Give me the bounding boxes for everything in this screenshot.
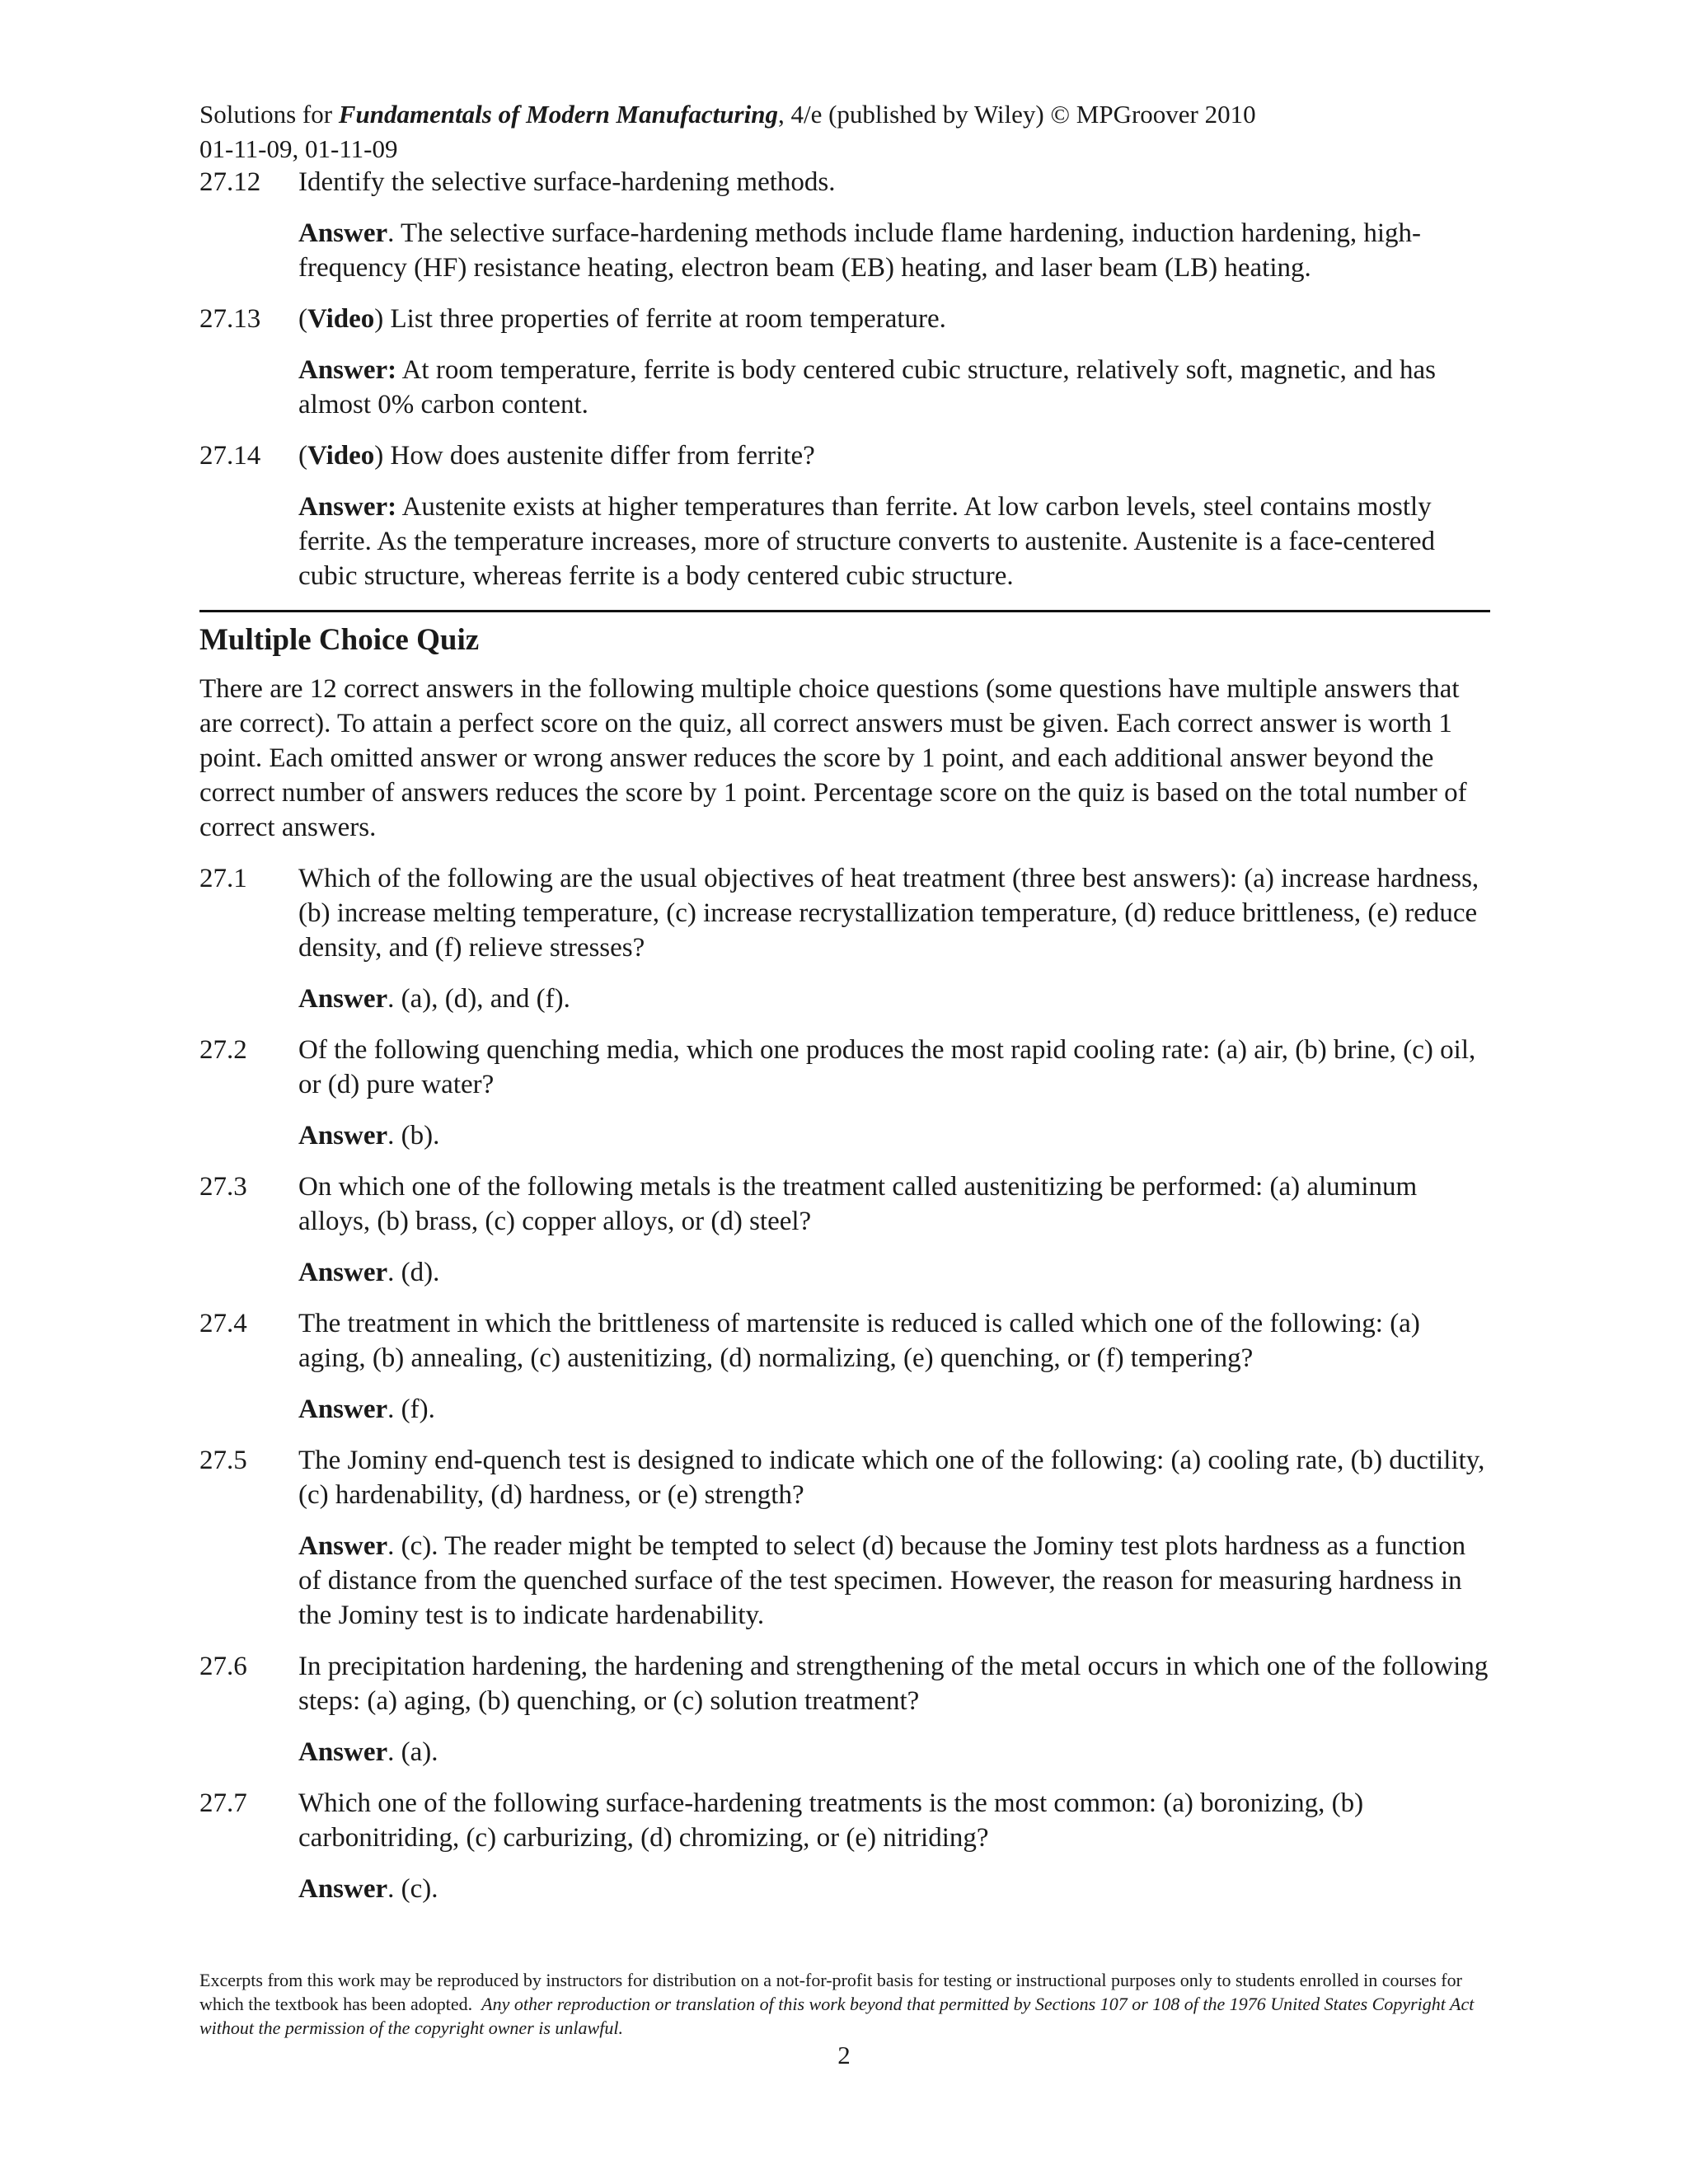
answer [298,1872,1493,1906]
section-divider [199,610,1490,612]
answer-text: . (a). [387,1737,438,1767]
answer-label: Answer [298,1874,388,1904]
quiz-question-list [199,861,1493,1906]
question-prefix: ( [298,304,307,334]
answer [298,982,1493,1016]
quiz-question [199,861,1493,1016]
header-prefix: Solutions for [199,100,339,129]
answer [298,353,1493,422]
answer-label: Answer: [298,492,397,522]
book-title: Fundamentals of Modern Manufacturing [338,100,778,129]
question-number: 27.6 [199,1652,247,1681]
quiz-question [199,1786,1493,1906]
answer-label: Answer [298,1531,388,1561]
question-number: 27.7 [199,1788,247,1818]
question-number: 27.12 [199,167,261,197]
question-number: 27.3 [199,1172,247,1202]
question-number: 27.5 [199,1446,247,1475]
answer-label: Answer [298,984,388,1014]
answer-text: . (f). [387,1394,435,1424]
footer-notice: Excerpts from this work may be reproduced by instructors for distribution on a not-for-profit basis for testing or instructional purposes only to students enrolled in courses for which the textbook has been adopted. [199,1970,1462,2014]
answer [298,1735,1493,1769]
footer-legal: Any other reproduction or translation of this work beyond that permitted by Sections 107 or 108 of the 1976 United States Copyright Act without the permission of the copyright owner is unlawful. [199,1994,1475,2038]
answer-label: Answer [298,1737,388,1767]
review-question [199,302,1493,422]
question-text: Of the following quenching media, which one produces the most rapid cooling rate: (a) air, (b) brine, (c) oil, or (d) pure water? [298,1035,1476,1099]
review-question [199,438,1493,593]
page-header [199,97,1256,166]
copyright-footer [199,1968,1493,2040]
question-text: The Jominy end-quench test is designed to indicate which one of the following: (a) cooling rate, (b) ductility, (c) hardenability, (d) hardness, or (e) strength? [298,1446,1485,1510]
question-text [298,302,1493,336]
header-suffix: , 4/e (published by Wiley) © MPGroover 2010 [777,100,1256,129]
question-text [298,165,1493,199]
answer-text: . (a), (d), and (f). [387,984,570,1014]
question-body: ) List three properties of ferrite at room temperature. [374,304,946,334]
answer [298,1392,1493,1427]
question-number: 27.2 [199,1035,247,1065]
question-body: Identify the selective surface-hardening methods. [298,167,836,197]
question-text: On which one of the following metals is the treatment called austenitizing be performed: (a) aluminum alloys, (b) brass, (c) copper alloys, or (d) steel? [298,1172,1418,1236]
question-text [298,438,1493,473]
answer [298,1255,1493,1290]
review-question [199,165,1493,285]
answer [298,490,1493,593]
question-number: 27.1 [199,864,247,893]
answer-text: Austenite exists at higher temperatures than ferrite. At low carbon levels, steel contains mostly ferrite. As the temperature increases, more of structure converts to austenite. Austenite is a face-centered cubic structure, whereas ferrite is a body centered cubic structure. [298,492,1435,591]
quiz-question [199,1033,1493,1153]
section-title: Multiple Choice Quiz [199,623,480,657]
quiz-question [199,1306,1493,1427]
quiz-question [199,1649,1493,1769]
quiz-intro: There are 12 correct answers in the following multiple choice questions (some questions have multiple answers that are correct). To attain a perfect score on the quiz, all correct answers must be given. Each correct answer is worth 1 point. Each omitted answer or wrong answer reduces the score by 1 point, and each additional answer beyond the correct number of answers reduces the score by 1 point. Percentage score on the quiz is based on the total number of correct answers. [199,674,1467,842]
question-text: Which one of the following surface-hardening treatments is the most common: (a) boronizing, (b) carbonitriding, (c) carburizing, (d) chromizing, or (e) nitriding? [298,1788,1364,1853]
answer-label: Answer [298,1258,388,1287]
answer [298,216,1493,285]
header-line-2: 01-11-09, 01-11-09 [199,134,398,163]
page-content [199,165,1493,1906]
question-body: ) How does austenite differ from ferrite? [374,441,815,471]
answer-label: Answer [298,218,388,248]
answer-text: . (c). [387,1874,438,1904]
answer-label: Answer: [298,355,397,385]
answer-text: . (d). [387,1258,440,1287]
header-line-1 [199,97,1256,132]
question-text: Which of the following are the usual objectives of heat treatment (three best answers): (a) increase hardness, (b) increase melting temperature, (c) increase recrystallization temperature, (d) reduce brittleness, (e) reduce density, and (f) relieve stresses? [298,864,1479,963]
answer-label: Answer [298,1121,388,1151]
answer-text: . The selective surface-hardening methods include flame hardening, induction hardening, high-frequency (HF) resistance heating, electron beam (EB) heating, and laser beam (LB) heating. [298,218,1422,283]
answer-text: . (c). The reader might be tempted to select (d) because the Jominy test plots hardness as a function of distance from the quenched surface of the test specimen. However, the reason for measuring hardness in the Jominy test is to indicate hardenability. [298,1531,1466,1630]
question-tag: Video [307,441,375,471]
quiz-question [199,1169,1493,1290]
question-tag: Video [307,304,375,334]
question-text: In precipitation hardening, the hardening and strengthening of the metal occurs in which one of the following steps: (a) aging, (b) quenching, or (c) solution treatment? [298,1652,1489,1716]
answer [298,1118,1493,1153]
question-text: The treatment in which the brittleness of martensite is reduced is called which one of the following: (a) aging, (b) annealing, (c) austenitizing, (d) normalizing, (e) quenching, or (f) tempering? [298,1309,1420,1373]
quiz-question [199,1443,1493,1633]
question-number: 27.13 [199,304,261,334]
question-number: 27.4 [199,1309,247,1338]
answer-text: At room temperature, ferrite is body centered cubic structure, relatively soft, magnetic, and has almost 0% carbon content. [298,355,1437,419]
question-prefix: ( [298,441,307,471]
answer-label: Answer [298,1394,388,1424]
answer [298,1529,1493,1633]
question-number: 27.14 [199,441,261,471]
answer-text: . (b). [387,1121,440,1151]
page-number: 2 [837,2041,851,2069]
